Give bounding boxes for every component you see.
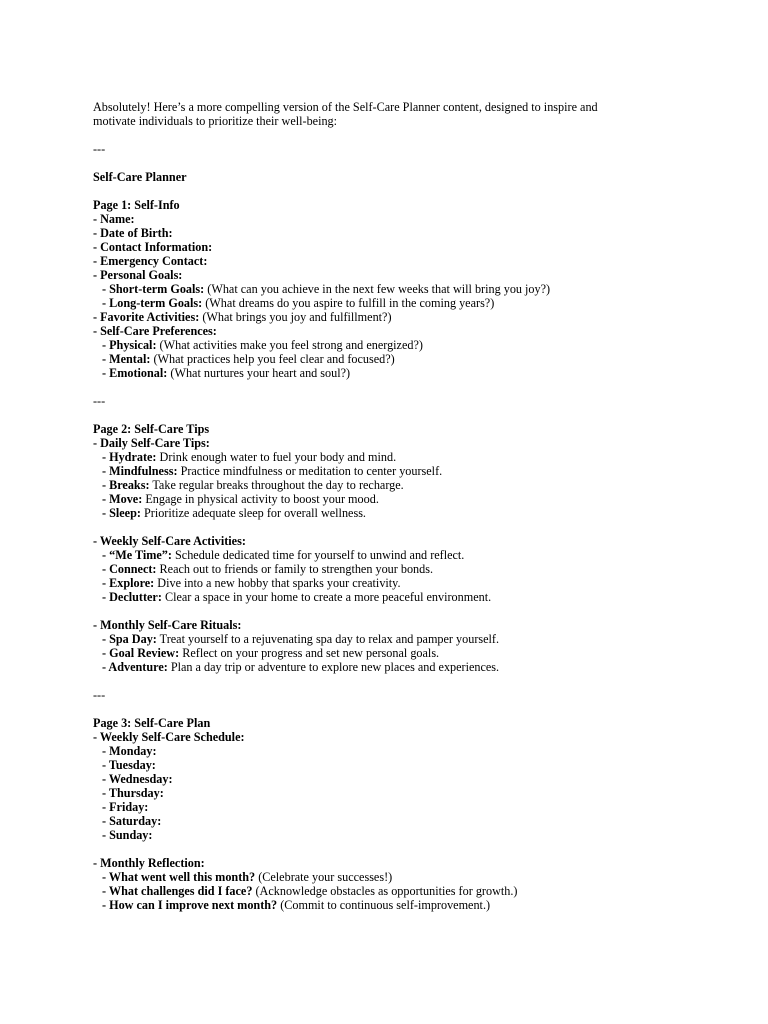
blank-line <box>93 184 693 198</box>
blank-line <box>93 380 693 394</box>
blank-line <box>93 674 693 688</box>
page2-heading: Page 2: Self-Care Tips <box>93 422 210 436</box>
question-label: - How can I improve next month? <box>102 898 278 912</box>
weekly-activity <box>93 562 693 576</box>
separator: --- <box>93 142 106 156</box>
pref-emotional <box>93 366 693 380</box>
ritual-text: Plan a day trip or adventure to explore new places and experiences. <box>167 660 500 674</box>
goal-label: - Long-term Goals: <box>102 296 203 310</box>
weekly-activity <box>93 590 693 604</box>
activity-label: - Explore: <box>102 576 155 590</box>
monthly-ritual <box>93 632 693 646</box>
activity-label: - “Me Time”: <box>102 548 172 562</box>
page1-heading: Page 1: Self-Info <box>93 198 180 212</box>
pref-label: - Mental: <box>102 352 151 366</box>
blank-line <box>93 128 693 142</box>
monthly-heading: - Monthly Self-Care Rituals: <box>93 618 242 632</box>
activity-text: Dive into a new hobby that sparks your creativity. <box>154 576 401 590</box>
daily-tip <box>93 450 693 464</box>
separator: --- <box>93 394 106 408</box>
blank-line <box>93 156 693 170</box>
question-text: (Celebrate your successes!) <box>255 870 393 884</box>
goal-short-term <box>93 282 693 296</box>
blank-line <box>93 408 693 422</box>
pref-mental <box>93 352 693 366</box>
ritual-text: Reflect on your progress and set new personal goals. <box>179 646 440 660</box>
tip-text: Prioritize adequate sleep for overall wellness. <box>140 506 366 520</box>
monthly-ritual <box>93 660 693 674</box>
field-date-of-birth: - Date of Birth: <box>93 226 173 240</box>
tip-text: Engage in physical activity to boost your mood. <box>142 492 379 506</box>
pref-label: - Physical: <box>102 338 157 352</box>
tip-text: Drink enough water to fuel your body and mind. <box>156 450 397 464</box>
monthly-ritual <box>93 646 693 660</box>
goal-text: (What dreams do you aspire to fulfill in the coming years?) <box>202 296 495 310</box>
reflection-question <box>93 884 693 898</box>
day-wednesday: - Wednesday: <box>102 772 173 786</box>
ritual-label: - Adventure: <box>102 660 168 674</box>
daily-heading: - Daily Self-Care Tips: <box>93 436 210 450</box>
activity-text: Schedule dedicated time for yourself to unwind and reflect. <box>171 548 465 562</box>
reflection-question <box>93 898 693 912</box>
blank-line <box>93 842 693 856</box>
daily-tip <box>93 478 693 492</box>
favorite-text: (What brings you joy and fulfillment?) <box>199 310 392 324</box>
goal-label: - Short-term Goals: <box>102 282 205 296</box>
activity-label: - Connect: <box>102 562 157 576</box>
activity-text: Reach out to friends or family to strengthen your bonds. <box>156 562 434 576</box>
weekly-activity <box>93 576 693 590</box>
ritual-label: - Goal Review: <box>102 646 180 660</box>
weekly-heading: - Weekly Self-Care Activities: <box>93 534 246 548</box>
blank-line <box>93 702 693 716</box>
tip-label: - Mindfulness: <box>102 464 178 478</box>
reflection-question <box>93 870 693 884</box>
field-emergency-contact: - Emergency Contact: <box>93 254 208 268</box>
weekly-activity <box>93 548 693 562</box>
field-contact-information: - Contact Information: <box>93 240 213 254</box>
pref-label: - Emotional: <box>102 366 168 380</box>
day-monday: - Monday: <box>102 744 157 758</box>
activity-text: Clear a space in your home to create a more peaceful environment. <box>161 590 492 604</box>
pref-text: (What nurtures your heart and soul?) <box>167 366 351 380</box>
goal-text: (What can you achieve in the next few weeks that will bring you joy?) <box>204 282 551 296</box>
question-text: (Commit to continuous self-improvement.) <box>277 898 491 912</box>
tip-text: Take regular breaks throughout the day to recharge. <box>149 478 404 492</box>
day-friday: - Friday: <box>102 800 149 814</box>
document-title: Self-Care Planner <box>93 170 187 184</box>
question-label: - What went well this month? <box>102 870 256 884</box>
day-thursday: - Thursday: <box>102 786 164 800</box>
pref-text: (What practices help you feel clear and focused?) <box>150 352 395 366</box>
prefs-heading: - Self-Care Preferences: <box>93 324 217 338</box>
day-sunday: - Sunday: <box>102 828 153 842</box>
day-tuesday: - Tuesday: <box>102 758 156 772</box>
separator: --- <box>93 688 106 702</box>
daily-tip <box>93 464 693 478</box>
pref-physical <box>93 338 693 352</box>
tip-text: Practice mindfulness or meditation to center yourself. <box>177 464 443 478</box>
reflection-heading: - Monthly Reflection: <box>93 856 205 870</box>
blank-line <box>93 520 693 534</box>
pref-text: (What activities make you feel strong and energized?) <box>156 338 423 352</box>
page3-heading: Page 3: Self-Care Plan <box>93 716 211 730</box>
question-label: - What challenges did I face? <box>102 884 253 898</box>
day-saturday: - Saturday: <box>102 814 162 828</box>
daily-tip <box>93 506 693 520</box>
document-page <box>93 100 693 912</box>
tip-label: - Move: <box>102 492 143 506</box>
daily-tip <box>93 492 693 506</box>
tip-label: - Sleep: <box>102 506 141 520</box>
blank-line <box>93 604 693 618</box>
favorite-activities <box>93 310 693 324</box>
question-text: (Acknowledge obstacles as opportunities for growth.) <box>252 884 518 898</box>
intro-line-2: motivate individuals to prioritize their well-being: <box>93 114 338 128</box>
tip-label: - Breaks: <box>102 478 150 492</box>
field-personal-goals: - Personal Goals: <box>93 268 183 282</box>
goal-long-term <box>93 296 693 310</box>
field-name: - Name: <box>93 212 135 226</box>
tip-label: - Hydrate: <box>102 450 157 464</box>
favorite-label: - Favorite Activities: <box>93 310 200 324</box>
activity-label: - Declutter: <box>102 590 162 604</box>
ritual-label: - Spa Day: <box>102 632 157 646</box>
intro-line-1: Absolutely! Here’s a more compelling version of the Self-Care Planner content, designed to inspire and <box>93 100 598 114</box>
ritual-text: Treat yourself to a rejuvenating spa day to relax and pamper yourself. <box>156 632 500 646</box>
schedule-heading: - Weekly Self-Care Schedule: <box>93 730 245 744</box>
